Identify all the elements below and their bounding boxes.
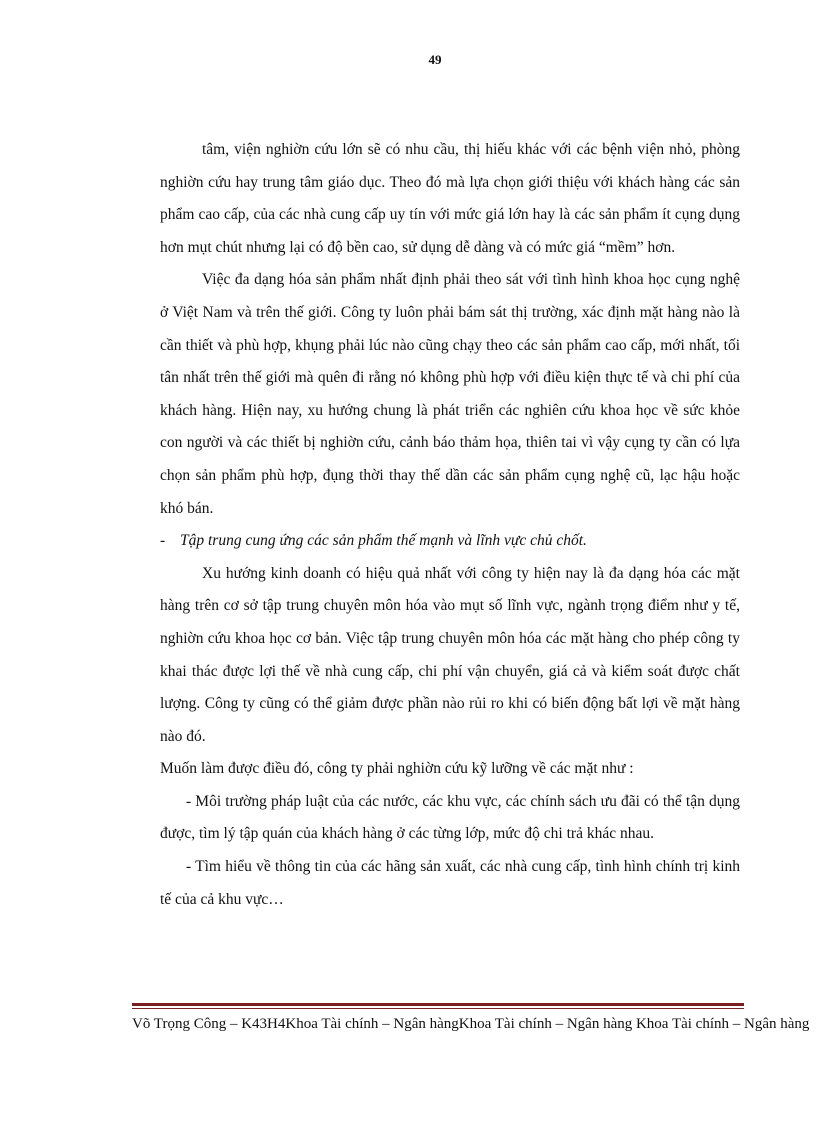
paragraph-2: Việc đa dạng hóa sản phẩm nhất định phải theo sát với tình hình khoa học cụng nghệ ở Việt Nam và trên thế giới. Công ty luôn phải bám sát thị trường, xác định mặt hàng nào là cần thiết và phù hợp, khụng phải lúc nào cũng chạy theo các sản phẩm cao cấp, mới nhất, tối tân nhất trên thế giới mà quên đi rằng nó không phù hợp với điều kiện thực tế và chi phí của khách hàng. Hiện nay, xu hướng chung là phát triển các nghiên cứu khoa học về sức khỏe con người và các thiết bị nghiờn cứu, cảnh báo thảm họa, thiên tai vì vậy cụng ty cần có lựa chọn sản phẩm phù hợp, đụng thời thay thế dần các sản phẩm cụng nghệ cũ, lạc hậu hoặc khó bán. <box>160 271 740 517</box>
lead-line: Muốn làm được điều đó, công ty phải nghiờn cứu kỹ lưỡng về các mặt như : <box>160 760 634 778</box>
heading-dash: - <box>160 532 166 550</box>
paragraph-3: Xu hướng kinh doanh có hiệu quả nhất với công ty hiện nay là đa dạng hóa các mặt hàng trên cơ sở tập trung chuyên môn hóa vào mụt số lĩnh vực, ngành trọng điểm như y tế, nghiờn cứu khoa học cơ bản. Việc tập trung chuyên môn hóa các mặt hàng cho phép công ty khai thác được lợi thế về nhà cung cấp, chi phí vận chuyển, giá cả và kiểm soát được chất lượng. Công ty cũng có thể giảm được phần nào rủi ro khi có biến động bất lợi về mặt hàng nào đó. <box>160 564 740 745</box>
heading-text: Tập trung cung ứng các sản phẩm thế mạnh và lĩnh vực chủ chốt. <box>180 532 587 550</box>
page-number: 49 <box>428 52 442 67</box>
bullet-1: - Môi trường pháp luật của các nước, các khu vực, các chính sách ưu đãi có thể tận dụng được, tìm lý tập quán của khách hàng ở các từng lớp, mức độ chi trả khác nhau. <box>160 792 740 843</box>
bullet-2: - Tìm hiểu về thông tin của các hãng sản xuất, các nhà cung cấp, tình hình chính trị kinh tế của cả khu vực… <box>160 858 740 908</box>
document-body <box>160 134 740 916</box>
section-heading <box>160 525 740 558</box>
footer-text: Võ Trọng Công – K43H4Khoa Tài chính – Ngân hàngKhoa Tài chính – Ngân hàng Khoa Tài chính – Ngân hàng <box>132 1016 810 1032</box>
footer-divider <box>132 1003 744 1011</box>
paragraph-1: tâm, viện nghiờn cứu lớn sẽ có nhu cầu, thị hiếu khác với các bệnh viện nhỏ, phòng nghiờn cứu hay trung tâm giáo dục. Theo đó mà lựa chọn giới thiệu với khách hàng các sản phẩm cao cấp, của các nhà cung cấp uy tín với mức giá lớn hay là các sản phẩm ít cụng dụng hơn mụt chút nhưng lại có độ bền cao, sử dụng dễ dàng và có mức giá “mềm” hơn. <box>160 141 740 256</box>
